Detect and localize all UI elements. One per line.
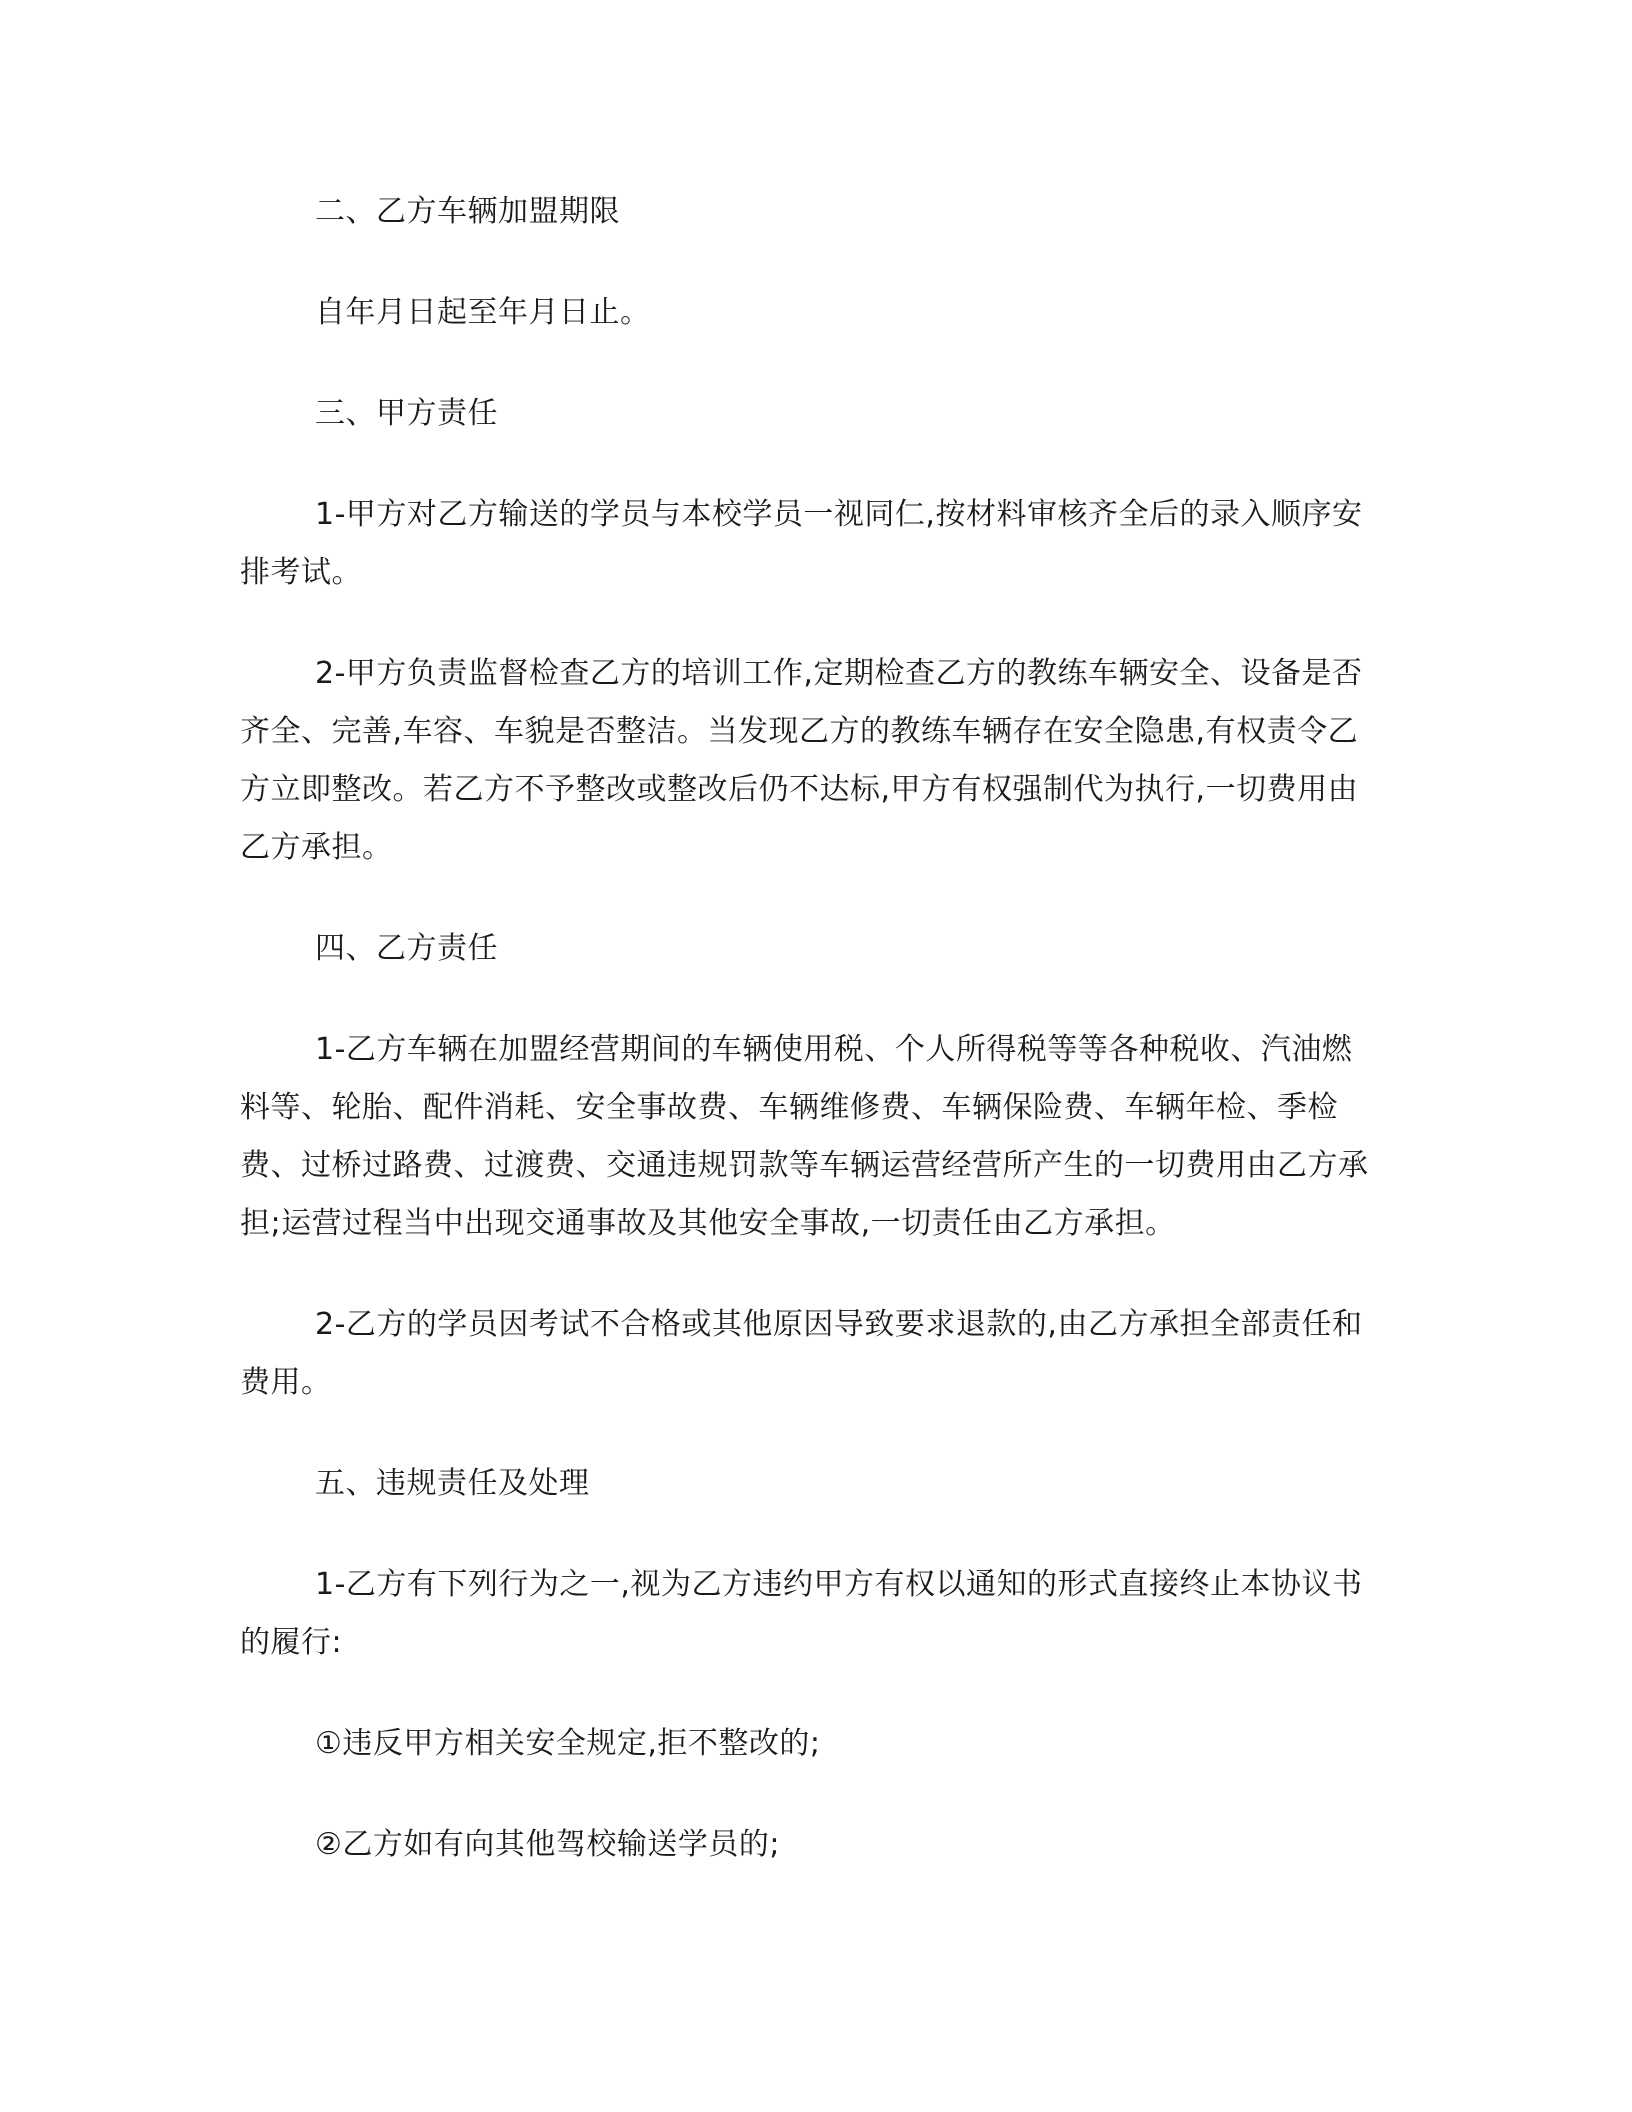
paragraph-violation-subitem-1: ①违反甲方相关安全规定,拒不整改的; [315,1726,821,1761]
paragraph-violation-subitem-2: ②乙方如有向其他驾校输送学员的; [315,1827,781,1862]
paragraph-term-period: 自年月日起至年月日止。 [315,295,651,330]
paragraph-party-b-item-2: 2-乙方的学员因考试不合格或其他原因导致要求退款的,由乙方承担全部责任和费用。 [240,1307,1363,1400]
paragraph-party-a-item-2: 2-甲方负责监督检查乙方的培训工作,定期检查乙方的教练车辆安全、设备是否齐全、完善,车容、车貌是否整洁。当发现乙方的教练车辆存在安全隐患,有权责令乙方立即整改。若乙方不予整改或整改后仍不达标,甲方有权强制代为执行,一切费用由乙方承担。 [240,656,1363,865]
section-heading-5: 五、违规责任及处理 [315,1466,590,1501]
section-heading-4: 四、乙方责任 [315,931,498,966]
paragraph-party-b-item-1: 1-乙方车辆在加盟经营期间的车辆使用税、个人所得税等等各种税收、汽油燃料等、轮胎、配件消耗、安全事故费、车辆维修费、车辆保险费、车辆年检、季检费、过桥过路费、过渡费、交通违规罚款等车辆运营经营所产生的一切费用由乙方承担;运营过程当中出现交通事故及其他安全事故,一切责任由乙方承担。 [240,1032,1369,1241]
paragraph-party-a-item-1: 1-甲方对乙方输送的学员与本校学员一视同仁,按材料审核齐全后的录入顺序安排考试。 [240,497,1363,590]
section-heading-3: 三、甲方责任 [315,396,498,431]
section-heading-2: 二、乙方车辆加盟期限 [315,194,620,229]
paragraph-violation-item-1: 1-乙方有下列行为之一,视为乙方违约甲方有权以通知的形式直接终止本协议书的履行: [240,1567,1363,1660]
